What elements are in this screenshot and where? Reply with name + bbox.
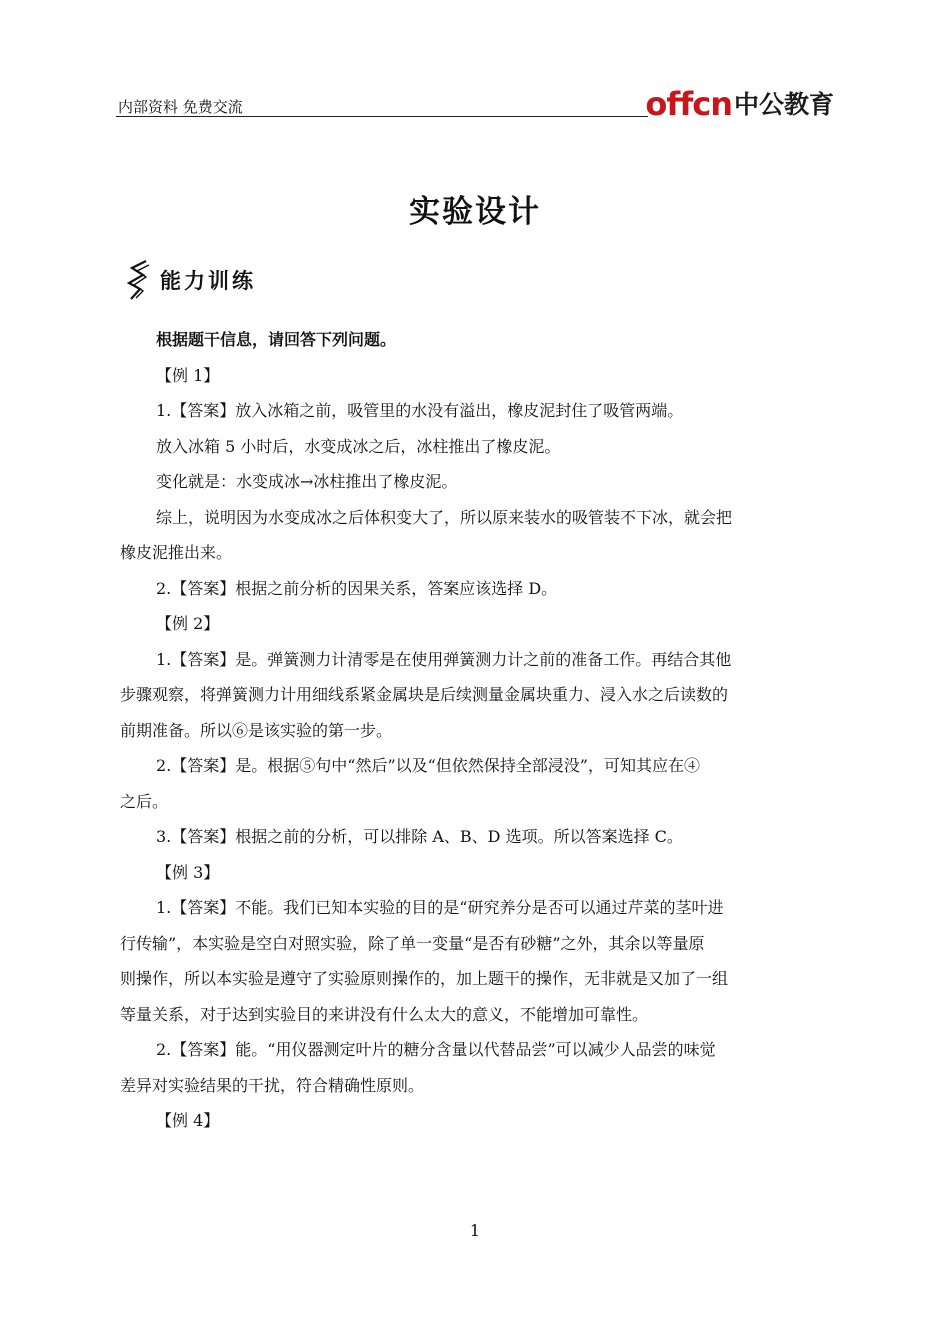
paragraph-line: 步骤观察，将弹簧测力计用细线系紧金属块是后续测量金属块重力、浸入水之后读数的 (120, 685, 729, 704)
instruction-text: 根据题干信息，请回答下列问题。 (156, 330, 397, 349)
paragraph-line: 前期准备。所以⑥是该实验的第一步。 (120, 720, 393, 740)
page-header (116, 80, 834, 123)
example-heading: 【例 2】 (156, 614, 220, 633)
paragraph-line: 1.【答案】放入冰箱之前，吸管里的水没有溢出，橡皮泥封住了吸管两端。 (156, 401, 684, 420)
lightning-bolt-icon (124, 258, 156, 302)
example-heading: 【例 4】 (156, 1111, 220, 1130)
paragraph-line: 则操作，所以本实验是遵守了实验原则操作的，加上题干的操作，无非就是又加了一组 (120, 969, 729, 988)
paragraph-line: 1.【答案】不能。我们已知本实验的目的是“研究养分是否可以通过芹菜的茎叶进 (156, 898, 724, 917)
section-title: 能力训练 (160, 269, 256, 293)
paragraph-line: 行传输”，本实验是空白对照实验，除了单一变量“是否有砂糖”之外，其余以等量原 (120, 933, 705, 953)
page-number: 1 (469, 1221, 481, 1240)
paragraph-line: 橡皮泥推出来。 (120, 543, 233, 562)
logo-latin: offcn (645, 85, 732, 123)
paragraph-line: 2.【答案】是。根据⑤句中“然后”以及“但依然保持全部浸没”，可知其应在④ (156, 756, 700, 775)
header-note: 内部资料 免费交流 (118, 98, 243, 116)
header-divider (116, 116, 648, 117)
section-heading (124, 258, 256, 302)
paragraph-line: 1.【答案】是。弹簧测力计清零是在使用弹簧测力计之前的准备工作。再结合其他 (156, 649, 732, 669)
logo-chinese: 中公教育 (733, 90, 834, 119)
paragraph-line: 之后。 (120, 791, 169, 811)
paragraph-line: 放入冰箱 5 小时后，水变成冰之后，冰柱推出了橡皮泥。 (156, 436, 561, 456)
paragraph-line: 差异对实验结果的干扰，符合精确性原则。 (120, 1075, 425, 1095)
paragraph-line: 变化就是：水变成冰→冰柱推出了橡皮泥。 (156, 472, 458, 491)
paragraph-line: 等量关系，对于达到实验目的来讲没有什么太大的意义，不能增加可靠性。 (120, 1004, 649, 1024)
example-heading: 【例 1】 (156, 365, 220, 385)
paragraph-line: 2.【答案】能。“用仪器测定叶片的糖分含量以代替品尝”可以减少人品尝的味觉 (156, 1040, 716, 1059)
answer-content (120, 322, 838, 1139)
paragraph-line: 3.【答案】根据之前的分析，可以排除 A、B、D 选项。所以答案选择 C。 (156, 827, 683, 846)
paragraph-line: 2.【答案】根据之前分析的因果关系，答案应该选择 D。 (156, 578, 558, 598)
page-title: 实验设计 (409, 194, 541, 230)
example-heading: 【例 3】 (156, 862, 220, 882)
paragraph-line: 综上，说明因为水变成冰之后体积变大了，所以原来装水的吸管装不下冰，就会把 (156, 507, 733, 527)
offcn-logo (645, 80, 834, 123)
